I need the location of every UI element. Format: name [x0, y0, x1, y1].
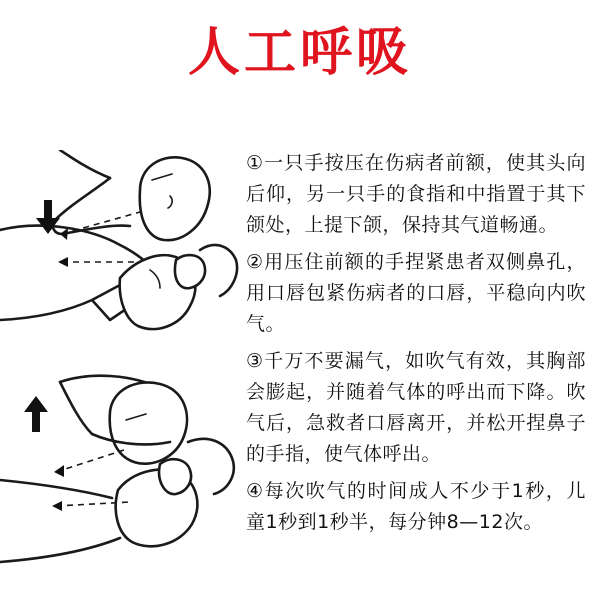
step-2: ②用压住前额的手捏紧患者双侧鼻孔，用口唇包紧伤病者的口唇，平稳向内吹气。: [246, 251, 586, 335]
illustration-exhale: [0, 372, 240, 576]
page-title: 人工呼吸: [187, 23, 412, 83]
instruction-list: [246, 148, 586, 544]
step-1: ①一只手按压在伤病者前额，使其头向后仰，另一只手的食指和中指置于其下颌处，上提下颌，保持其气道畅通。: [246, 152, 586, 236]
step-3: ③千万不要漏气，如吹气有效，其胸部会膨起，并随着气体的呼出而下降。吹气后，急救者口唇离开，并松开捏鼻子的手指，使气体呼出。: [246, 350, 586, 465]
step-4: ④每次吹气的时间成人不少于1秒，儿童1秒到1秒半，每分钟8—12次。: [246, 480, 586, 533]
up-arrow-icon: [24, 396, 48, 432]
illustration-inhale: [0, 150, 240, 359]
